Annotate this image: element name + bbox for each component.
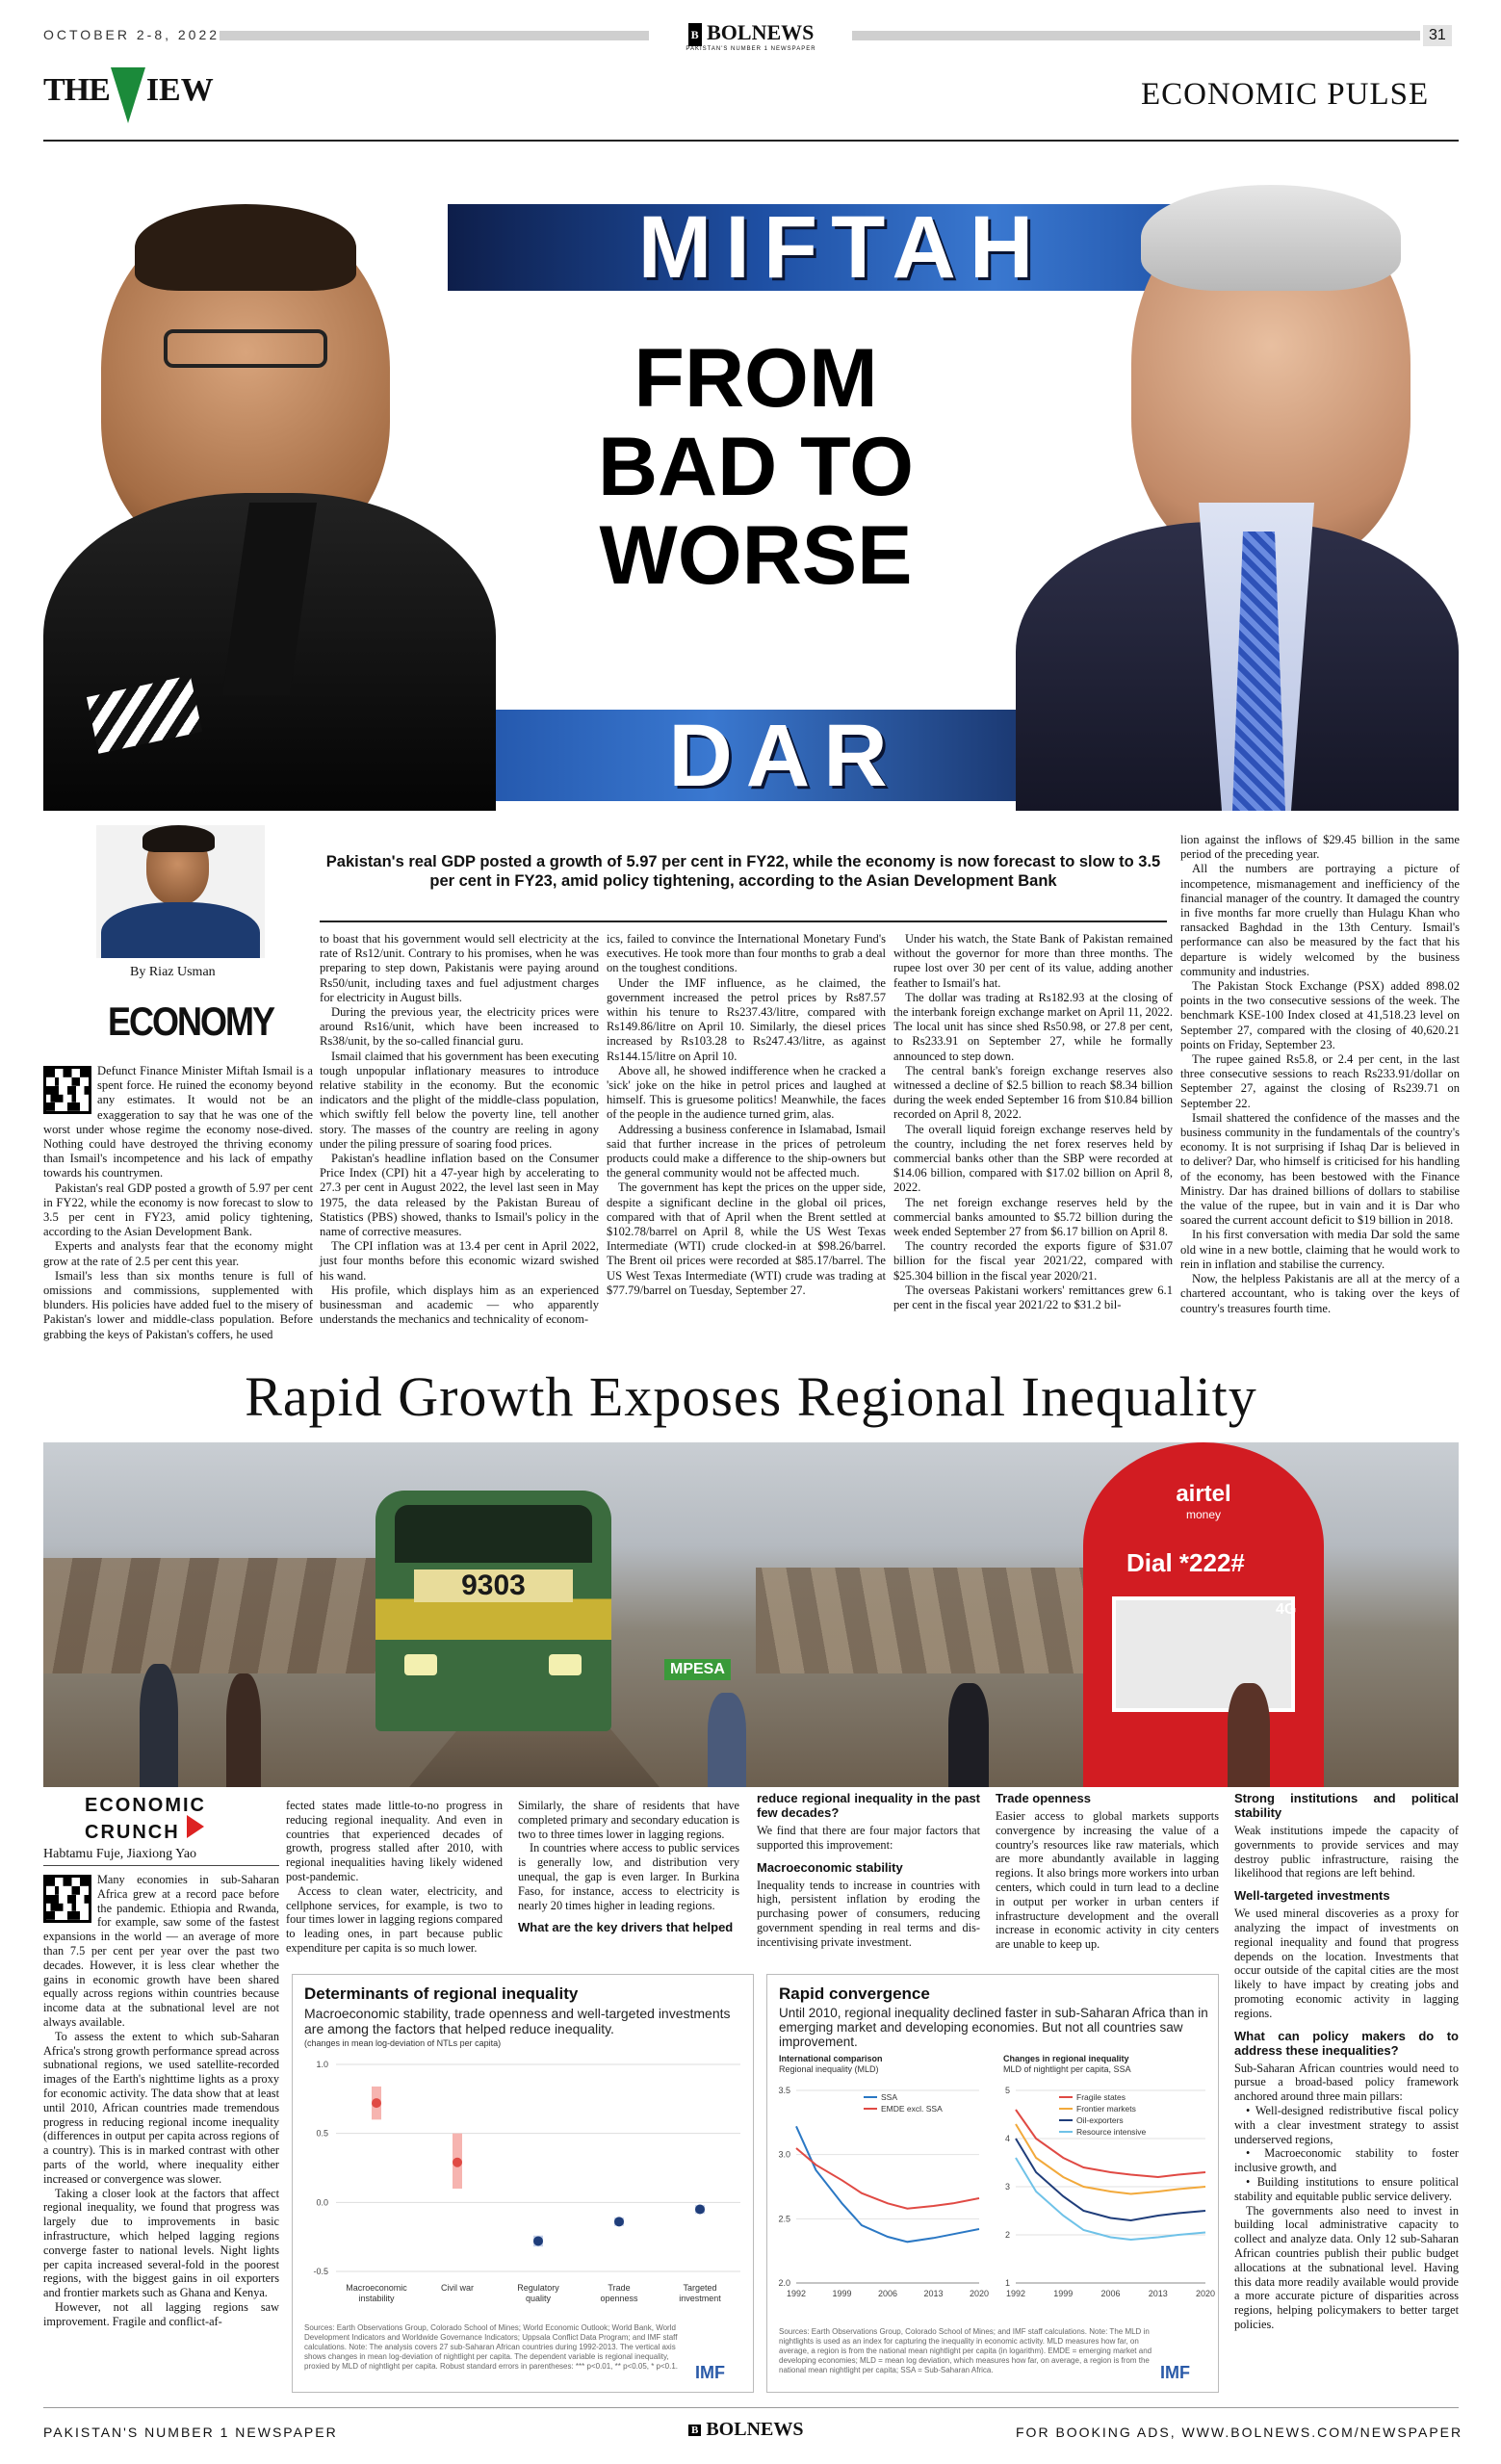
chart2-plot xyxy=(767,2076,1220,2321)
chart2-xtick-label: 1999 xyxy=(832,2289,852,2298)
chart1-category-label: instability xyxy=(358,2294,395,2303)
standfirst-rule xyxy=(320,921,1167,922)
chart2-legend-label: Oil-exporters xyxy=(1076,2115,1124,2125)
chart2-ytick-label: 2 xyxy=(1004,2230,1010,2240)
red-triangle-icon xyxy=(187,1815,204,1838)
mpesa-sign: MPESA xyxy=(664,1659,731,1680)
chart2-series-line xyxy=(1016,2139,1205,2220)
lead-banner xyxy=(43,185,1459,811)
chart2-imf-logo: IMF xyxy=(1160,2363,1190,2382)
second-column-1: Many economies in sub-Saharan Africa grew at a record pace before the pandemic. Ethiopia and Rwanda, for example, saw some of the fastest expansions in the world — an average of more than 7.5 per cent per year over the past two decades. However, it is less clear whether the gains in economic growth have been shared equally across regions within countries because income data at the subnational level are not always available. To assess the extent to which sub-Saharan Africa's strong growth performance spread across subnational regions, we used satellite-recorded images of the Earth's nighttime lights as a proxy for economic activity. The data show that at least until 2010, African countries made tremendous progress in reducing regional income inequality (differences in output per capita across regions of a country). This is in marked contrast with other parts of the world, where inequality either increased or convergence was slower. Taking a closer look at the factors that affect regional inequality, we found that progress was largely due to improvements in basic infrastructure, which helped lagging regions converge faster to national levels. Night lights per capita increased several-fold in the poorest regions, with the biggest gains in oil exporters and frontier markets such as Ghana and Kenya. However, not all lagging regions saw improvement. Fragile and conflict-af- xyxy=(43,1873,279,2328)
headline-line-2: BAD TO xyxy=(597,421,915,513)
second-column-5: Trade openness Easier access to global markets supports convergence by increasing the value of a country's resources like raw materials, which are more abundantly available in lagging regions. It also brings more workers into urban centers, which could in turn lead to a decline in output per worker in urban centers if infrastructure development and the overall increase in economic activity in city centers are unable to keep up. xyxy=(996,1791,1219,1952)
lead-column-1: Defunct Finance Minister Miftah Ismail is a spent force. He ruined the economy beyond any estimates. It would not be an exaggeration to say that he was one of the worst under whose regime the economy nose-dived. Nothing could have destroyed the thriving economy than Ismail's incompetence and his lack of empathy towards his countrymen. Pakistan's real GDP posted a growth of 5.97 per cent in FY22, while the economy is now forecast to slow to 3.5 per cent in FY23, amid policy tightening, according to the Asian Development Bank. Experts and analysts fear that the economy might grow at the rate of 2.5 per cent this year. Ismail's less than six months tenure is full of omissions and commissions, supplemented with blunders. His policies have added fuel to the misery of Pakistan's lower and middle-class population. Before grabbing the keys of Pakistan's coffers, he used xyxy=(43,1064,313,1341)
second-column-3: Similarly, the share of residents that have completed primary and secondary education is two to three times lower in lagging regions. In countries where access to public services is generally low, and distribution very unequal, the gap is even larger. In Burkina Faso, for instance, access to electricity is nearly 20 times higher in leading regions. What are the key drivers that helped xyxy=(518,1799,739,1935)
chart1-category-label: openness xyxy=(600,2294,638,2303)
section-tag-economy: ECONOMY xyxy=(108,998,274,1044)
chart2-series-line xyxy=(796,2148,979,2209)
chart1-category-label: Regulatory xyxy=(517,2283,559,2293)
footer-masthead[interactable] xyxy=(688,2419,804,2441)
booth-dial-text: Dial *222# xyxy=(1126,1548,1245,1577)
chart2-legend-label: Fragile states xyxy=(1076,2092,1126,2102)
qr-code-icon-2 xyxy=(43,1875,91,1923)
chart1-note: Sources: Earth Observations Group, Colorado School of Mines; World Economic Outlook; World Bank, World Development Indicators and Worldwide Governance Indicators; Uppsala Conflict Data Program; and IMF staff calculations. Note: The analysis covers 27 sub-Saharan African countries during 1992-2013. The vertical axis shows changes in mean log-deviation of nightlight per capita. The dependent variable is regional inequality, proxied by MLD of nightlight per capita. Robust standard errors in parentheses: *** p<0.01, ** p<0.05, * p<0.1. xyxy=(304,2323,679,2371)
chart1-point xyxy=(695,2205,705,2215)
second-column-6: Strong institutions and political stability Weak institutions impede the capacity of governments to provide services and may destroy public infrastructure, raising the likelihood that regions are left behind. Well-targeted investments We used mineral discoveries as a proxy for analyzing the impact of investments on regional inequality and found that progress depends on the location. Investments that occur outside of the capital cities are the most likely to have impact by creating jobs and promoting economic activity in lagging regions. What can policy makers do to address these inequalities? Sub-Saharan African countries would need to pursue a broad-based policy framework anchored around three main pillars: • Well-designed redistributive fiscal policy with a clear investment strategy to assist underserved regions, • Macroeconomic stability to foster inclusive growth, and • Building institutions to ensure political stability and equitable public service delivery. The governments also need to invest in building local administrative capacity to collect and analyze data. Only 12 sub-Saharan African countries publish their public budget allocations at the subnational level. Having this data more readily available would provide a more accurate picture of disparities across regions, helping policymakers to better target policies. xyxy=(1234,1791,1459,2331)
chart1-category-label: Civil war xyxy=(440,2283,475,2293)
chart2-ytick-label: 2.0 xyxy=(778,2278,790,2288)
chart2-ytick-label: 1 xyxy=(1004,2278,1010,2288)
chart1-ytick-label: 0.0 xyxy=(316,2197,328,2208)
kibera-photo xyxy=(43,1442,1459,1787)
chart1-point xyxy=(372,2098,381,2108)
chart-determinants xyxy=(292,1974,754,2393)
chart1-point xyxy=(614,2217,624,2226)
lead-column-2: to boast that his government would sell electricity at the rate of Rs12/unit. Contrary to his promises, when he was preparing to step down, Pakistanis were paying around Rs50/unit, including taxes and fuel adjustment charges for electricity in August bills. During the previous year, the electricity prices were around Rs16/unit, which have been increased to Rs38/unit, by the so-called financial guru. Ismail claimed that his government has been executing tough unpopular inflationary measures to introduce relative stability in the economy. But the economic indicators and the plight of the middle-class population, which swiftly fell below the poverty line, tell another story. The masses of the country are reeling in agony under the piling pressure of soaring food prices. Pakistan's headline inflation based on the Consumer Price Index (CPI) hit a 47-year high by accelerating to 27.3 per cent in August 2022, the level last seen in May 1975, the data released by the Pakistan Bureau of Statistics (PBS) showed, thanks to Ismail's policy in the name of corrective measures. The CPI inflation was at 13.4 per cent in April 2022, just four months before this economic wizard swished his wand. His profile, which displays him as an experienced businessman and academic — who apparently understands the mechanics and technicality of econom- xyxy=(320,932,599,1327)
byline-rule xyxy=(43,1865,279,1866)
chart1-ytick-label: 0.5 xyxy=(316,2128,328,2139)
chart2-ytick-label: 3.0 xyxy=(778,2149,790,2160)
second-headline: Rapid Growth Exposes Regional Inequality xyxy=(245,1365,1257,1428)
chart1-category-label: Targeted xyxy=(683,2283,717,2293)
chart2-panel1-subtitle: Regional inequality (MLD) xyxy=(779,2064,879,2074)
headline-line-3: WORSE xyxy=(599,509,913,602)
chart2-ytick-label: 2.5 xyxy=(778,2214,790,2224)
chart2-ytick-label: 4 xyxy=(1004,2134,1010,2143)
chart1-title: Determinants of regional inequality xyxy=(304,1984,579,2003)
chart1-category-label: Trade xyxy=(608,2283,631,2293)
section-logo-the-view: THE IEW xyxy=(43,67,214,135)
chart2-xtick-label: 2006 xyxy=(877,2289,898,2298)
section-title-economic-pulse: ECONOMIC PULSE xyxy=(1141,77,1430,112)
page-number: 31 xyxy=(1423,25,1452,46)
chart-rapid-convergence xyxy=(766,1974,1219,2393)
chart2-note: Sources: Earth Observations Group, Colorado School of Mines; and IMF staff calculations. Note: The MLD in nightlights is used as an index for capturing the inequality in economic activity. MLD measures how far, on average, a region is from the national mean nightlight per capita (in logarithm). EMDE = emerging market and developing economies; MLD = mean log deviation, which measures how far, on average, a region is from the national mean nightlight per capita; SSA = Sub-Saharan Africa. xyxy=(779,2327,1152,2374)
second-column-4: reduce regional inequality in the past few decades? We find that there are four major factors that supported this improvement: Macroeconomic stability Inequality tends to increase in countries with high, persistent inflation by eroding the purchasing power of consumers, reducing government spending in real terms and dis-incentivising private investment. xyxy=(757,1791,980,1949)
chart2-title: Rapid convergence xyxy=(779,1984,930,2003)
header-divider xyxy=(43,140,1459,142)
chart2-xtick-label: 2006 xyxy=(1100,2289,1121,2298)
chart1-imf-logo: IMF xyxy=(695,2363,725,2382)
chart2-panel1-title: International comparison xyxy=(779,2054,883,2063)
chart2-xtick-label: 2020 xyxy=(969,2289,990,2298)
chart2-xtick-label: 2013 xyxy=(1148,2289,1168,2298)
chart1-ytick-label: 1.0 xyxy=(316,2060,328,2069)
chart2-legend-label: EMDE excl. SSA xyxy=(881,2104,943,2114)
chart2-xtick-label: 1999 xyxy=(1053,2289,1074,2298)
chart1-point xyxy=(533,2236,543,2245)
footer-masthead-title: BOLNEWS xyxy=(706,2419,804,2440)
chart2-series-line xyxy=(1016,2158,1205,2240)
masthead-title: BOLNEWS xyxy=(707,20,815,44)
chart2-legend-label: SSA xyxy=(881,2092,898,2102)
train xyxy=(375,1491,611,1731)
lead-column-5: lion against the inflows of $29.45 billion in the same period of the preceding year. All the numbers are portraying a picture of incompetence, mismanagement and inefficiency of the financial manager of the country. It damaged the country in five months far more cruelly than Hulagu Khan who ransacked Baghdad in the 13th Century. Ismail's performance can also be measured by the fact that his departure is widely welcomed by the business community and industries. The Pakistan Stock Exchange (PSX) added 898.02 points in the two consecutive sessions of the week. The benchmark KSE-100 Index closed at 41,518.23 level on September 27, compared with the closing of 40,620.21 points on Friday, September 23. The rupee gained Rs5.8, or 2.4 per cent, in the last three consecutive sessions to reach Rs233.91/dollar on September 27, against the closing of Rs239.71 on September 22. Ismail shattered the confidence of the masses and the business community in the fundamentals of the country's economy. It is not surprising if Ishaq Dar is believed in to deliver? Dar, who himself is criticised for his handling of the economy, has been bestowed with the Finance Ministry. Dar has drained billions of dollars to stabilise the value of the rupee, but in vain and it is Dar who soared the current account deficit to $19 billion in 2018. In his first conversation with media Dar sold the same old wine in a new bottle, claiming that he would work to rein in inflation and stabilise the currency. Now, the helpless Pakistanis are all at the mercy of a chartered accountant, who is taking over the keys of country's treasures fourth time. xyxy=(1180,833,1460,1315)
masthead-tagline: PAKISTAN'S NUMBER 1 NEWSPAPER xyxy=(686,45,816,52)
footer-logo-icon: B xyxy=(688,2425,701,2436)
lead-headline xyxy=(486,334,1025,600)
footer-right[interactable]: FOR BOOKING ADS, WWW.BOLNEWS.COM/NEWSPAPER xyxy=(1016,2425,1463,2440)
headline-line-1: FROM xyxy=(634,332,878,425)
chart1-category-label: quality xyxy=(525,2294,552,2303)
airtel-booth xyxy=(1083,1442,1324,1787)
chart1-ylabel: (changes in mean log-deviation of NTLs per capita) xyxy=(304,2038,502,2048)
booth-4g: 4G xyxy=(1276,1601,1297,1618)
author-photo xyxy=(96,825,265,958)
chart1-point xyxy=(453,2158,462,2167)
footer-left: PAKISTAN'S NUMBER 1 NEWSPAPER xyxy=(43,2425,338,2440)
issue-date: OCTOBER 2-8, 2022 xyxy=(43,27,220,42)
chart1-ytick-label: -0.5 xyxy=(313,2267,328,2276)
header-rule-left xyxy=(220,31,649,40)
masthead[interactable] xyxy=(669,21,833,52)
chart1-subtitle: Macroeconomic stability, trade openness and well-targeted investments are among the factors that helped reduce inequality. xyxy=(304,2006,731,2036)
chart2-xtick-label: 1992 xyxy=(1005,2289,1026,2298)
chart2-legend-label: Resource intensive xyxy=(1076,2127,1147,2137)
v-chevron-icon xyxy=(111,67,145,123)
banner-name-bottom: DAR xyxy=(668,707,901,805)
chart2-ytick-label: 3.5 xyxy=(778,2086,790,2095)
masthead-logo-icon: B xyxy=(688,23,702,46)
chart2-legend-label: Frontier markets xyxy=(1076,2104,1136,2114)
chart2-xtick-label: 1992 xyxy=(786,2289,807,2298)
chart2-panel2-subtitle: MLD of nightlight per capita, SSA xyxy=(1003,2064,1131,2074)
chart1-category-label: Macroeconomic xyxy=(346,2283,407,2293)
footer-rule xyxy=(43,2407,1459,2408)
chart2-subtitle: Until 2010, regional inequality declined faster in sub-Saharan Africa than in emerging market and developing economies. But not all countries saw improvement. xyxy=(779,2006,1208,2049)
standfirst: Pakistan's real GDP posted a growth of 5.97 per cent in FY22, while the economy is now forecast to slow to 3.5 per cent in FY23, amid policy tightening, according to the Asian Development Bank xyxy=(325,853,1161,890)
section-tag-economic-crunch: ECONOMIC CRUNCH xyxy=(85,1795,206,1843)
chart2-ytick-label: 5 xyxy=(1004,2086,1010,2095)
byline: By Riaz Usman xyxy=(130,965,216,979)
lead-column-4: Under his watch, the State Bank of Pakistan remained without the governor for more than three months. The rupee lost over 30 per cent of its value, adding another feather to Ismail's hat. The dollar was trading at Rs182.93 at the closing of the interbank foreign exchange market on April 11, 2022. The local unit has since shed Rs50.98, or 27.8 per cent, to Rs233.91 on September 27, while he formally announced to step down. The central bank's foreign exchange reserves also witnessed a decline of $2.5 billion to reach $8.34 billion during the week ended September 16 from $10.84 billion recorded on April 8, 2022. The overall liquid foreign exchange reserves held by the country, including the net forex reserves held by commercial banks other than the SBP were recorded at $14.06 billion, compared with $17.02 billion on April 8, 2022. The net foreign exchange reserves held by the commercial banks amounted to $5.72 billion during the week ended September 27 from $6.17 billion on April 8. The country recorded the exports figure of $31.07 billion for the fiscal year 2021/22, compared with $25.304 billion in the fiscal year 2020/21. The overseas Pakistani workers' remittances grew 6.1 per cent in the fiscal year 2021/22 to $31.2 bil- xyxy=(893,932,1173,1312)
qr-code-icon xyxy=(43,1066,91,1114)
header-rule-right xyxy=(852,31,1420,40)
chart2-xtick-label: 2020 xyxy=(1195,2289,1216,2298)
second-column-2: fected states made little-to-no progress in reducing regional inequality. And even in countries that experienced decades of growth, progress stalled after 2010, with regional inequalities having likely widened post-pandemic. Access to clean water, electricity, and cellphone services, for example, is two to four times lower in lagging regions compared to leading ones, in part because public expenditure per capita is so much lower. xyxy=(286,1799,503,1955)
chart2-ytick-label: 3 xyxy=(1004,2182,1010,2192)
banner-name-top: MIFTAH xyxy=(637,198,1048,297)
train-number: 9303 xyxy=(414,1569,573,1602)
chart2-xtick-label: 2013 xyxy=(923,2289,944,2298)
chart2-panel2-title: Changes in regional inequality xyxy=(1003,2054,1129,2063)
second-byline: Habtamu Fuje, Jiaxiong Yao xyxy=(43,1847,197,1861)
airtel-logo: airtel money xyxy=(1176,1481,1231,1521)
lead-column-3: ics, failed to convince the International Monetary Fund's executives. He took more than four months to grab a deal on the toughest conditions. Under the IMF influence, as he claimed, the government increased the petrol prices by Rs87.57 within his tenure to Rs237.43/litre, compared with Rs149.86/litre on April 10. Similarly, the diesel prices increased by Rs103.28 to Rs247.43/litre, as against Rs144.15/litre on April 10. Above all, he showed indifference when he cracked a 'sick' joke on the hike in petrol prices and laughed at himself. This is gruesome politics! Meanwhile, the faces of the people in the audience turned grim, alas. Addressing a business conference in Islamabad, Ismail said that further increase in the prices of petroleum products could make a difference to the ship-owners but the general community would not be affected much. The government has kept the prices on the upper side, despite a significant decline in the global oil prices, compared with that of April when the Brent settled at $102.78/barrel on April 8, while the US West Texas Intermediate (WTI) crude clocked-in at $98.26/barrel. The Brent oil prices were recorded at $85.17/barrel. The US West Texas Intermediate (WTI) crude was trading at $77.79/barrel on Tuesday, September 27. xyxy=(607,932,886,1297)
chart1-plot xyxy=(293,2050,755,2320)
chart1-category-label: investment xyxy=(679,2294,721,2303)
chart2-series-line xyxy=(796,2126,979,2242)
